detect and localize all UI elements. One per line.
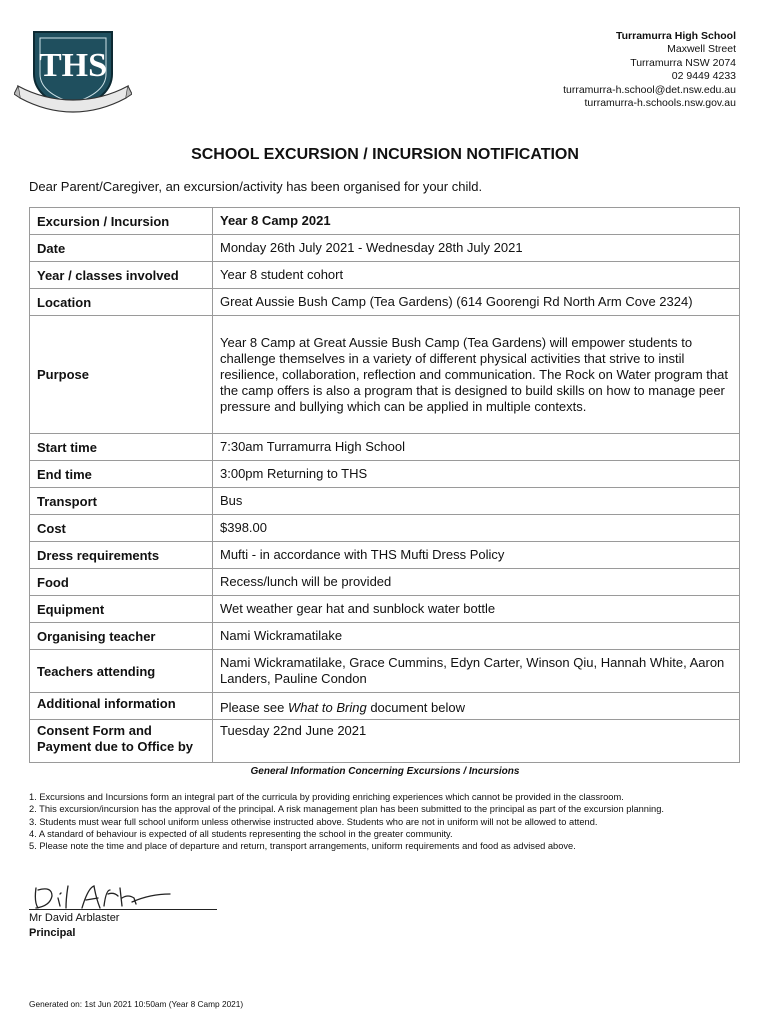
school-address-block xyxy=(563,30,736,110)
table-row xyxy=(30,461,740,488)
row-value: Nami Wickramatilake xyxy=(213,623,740,650)
row-value: Year 8 Camp 2021 xyxy=(213,208,740,235)
row-label: Food xyxy=(30,569,213,596)
row-label: Dress requirements xyxy=(30,542,213,569)
table-row xyxy=(30,720,740,763)
list-item: 4. A standard of behaviour is expected of all students representing the school in the greater community. xyxy=(29,828,453,839)
row-label: Cost xyxy=(30,515,213,542)
school-email[interactable]: turramurra-h.school@det.nsw.edu.au xyxy=(563,83,736,96)
row-label xyxy=(30,720,213,763)
table-row xyxy=(30,693,740,720)
row-value: Great Aussie Bush Camp (Tea Gardens) (614 Goorengi Rd North Arm Cove 2324) xyxy=(213,289,740,316)
generated-footer: Generated on: 1st Jun 2021 10:50am (Year 8 Camp 2021) xyxy=(29,999,244,1009)
table-row xyxy=(30,235,740,262)
table-row xyxy=(30,289,740,316)
table-row xyxy=(30,262,740,289)
table-row xyxy=(30,542,740,569)
intro-text: Dear Parent/Caregiver, an excursion/activity has been organised for your child. xyxy=(29,179,483,194)
row-label: Year / classes involved xyxy=(30,262,213,289)
row-value: Wet weather gear hat and sunblock water bottle xyxy=(213,596,740,623)
table-row xyxy=(30,316,740,434)
page-title: SCHOOL EXCURSION / INCURSION NOTIFICATION xyxy=(191,146,579,163)
row-value: 7:30am Turramurra High School xyxy=(213,434,740,461)
principal-signature xyxy=(30,880,180,912)
list-item: 1. Excursions and Incursions form an integral part of the curricula by providing enriching experiences which cannot be provided in the classroom. xyxy=(29,792,624,802)
row-value: Bus xyxy=(213,488,740,515)
additional-prefix: Please see xyxy=(220,700,288,715)
what-to-bring-link[interactable]: What to Bring xyxy=(287,700,367,715)
crest-monogram: THS xyxy=(38,47,108,84)
row-label: End time xyxy=(30,461,213,488)
school-name: Turramurra High School xyxy=(616,30,736,42)
row-label: Purpose xyxy=(30,316,213,434)
row-value: 3:00pm Returning to THS xyxy=(213,461,740,488)
row-value: Year 8 student cohort xyxy=(213,262,740,289)
general-info-list xyxy=(29,791,741,852)
table-row xyxy=(30,596,740,623)
school-street: Maxwell Street xyxy=(667,43,736,56)
table-row xyxy=(30,488,740,515)
table-row xyxy=(30,623,740,650)
table-row xyxy=(30,515,740,542)
consent-label-line1: Consent Form and xyxy=(37,723,152,738)
excursion-details-table xyxy=(29,207,740,763)
general-info-title: General Information Concerning Excursions / Incursions xyxy=(250,766,520,777)
school-phone: 02 9449 4233 xyxy=(671,70,736,83)
row-label: Excursion / Incursion xyxy=(30,208,213,235)
principal-title: Principal xyxy=(29,927,76,939)
principal-name: Mr David Arblaster xyxy=(29,912,120,924)
row-label: Equipment xyxy=(30,596,213,623)
row-label: Organising teacher xyxy=(30,623,213,650)
row-value xyxy=(213,693,740,720)
row-label: Location xyxy=(30,289,213,316)
row-value: $398.00 xyxy=(213,515,740,542)
row-value: Mufti - in accordance with THS Mufti Dress Policy xyxy=(213,542,740,569)
row-value: Year 8 Camp at Great Aussie Bush Camp (Tea Gardens) will empower students to challenge themselves in a variety of different physical activities that strive to instil resilience, collaboration, reflection and communication. The Rock on Water program that the camp offers is also a program that is designed to build skills on how to manage peer pressure and bullying which can be applied in multiple contexts. xyxy=(213,316,740,434)
row-label: Additional information xyxy=(30,693,213,720)
school-website[interactable]: turramurra-h.schools.nsw.gov.au xyxy=(584,97,736,110)
row-value: Nami Wickramatilake, Grace Cummins, Edyn Carter, Winson Qiu, Hannah White, Aaron Landers, Pauline Condon xyxy=(213,650,740,693)
school-crest-logo xyxy=(14,28,132,116)
additional-suffix: document below xyxy=(366,700,465,715)
row-label: Date xyxy=(30,235,213,262)
table-row xyxy=(30,569,740,596)
row-value: Recess/lunch will be provided xyxy=(213,569,740,596)
row-value: Tuesday 22nd June 2021 xyxy=(213,720,740,763)
list-item: 2. This excursion/incursion has the approval of the principal. A risk management plan has been submitted to the principal as part of the excursion planning. xyxy=(29,804,664,815)
row-value: Monday 26th July 2021 - Wednesday 28th July 2021 xyxy=(213,235,740,262)
consent-label-line2: Payment due to Office by xyxy=(37,739,194,754)
table-row xyxy=(30,434,740,461)
table-row xyxy=(30,208,740,235)
list-item: 5. Please note the time and place of departure and return, transport arrangements, uniform requirements and food as advised above. xyxy=(29,841,576,852)
row-label: Teachers attending xyxy=(30,650,213,693)
list-item: 3. Students must wear full school uniform unless otherwise instructed above. Students who are not in uniform will not be allowed to attend. xyxy=(29,816,598,827)
school-suburb: Turramurra NSW 2074 xyxy=(630,56,736,69)
table-row xyxy=(30,650,740,693)
row-label: Start time xyxy=(30,434,213,461)
row-label: Transport xyxy=(30,488,213,515)
signature-line xyxy=(29,909,217,910)
